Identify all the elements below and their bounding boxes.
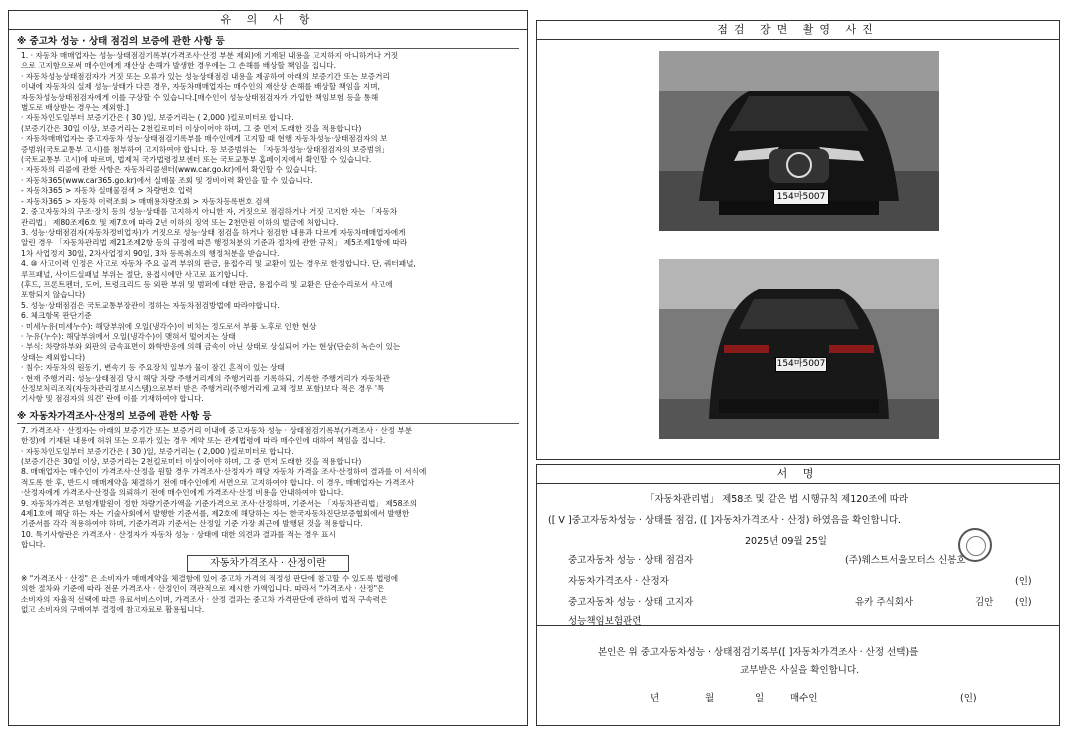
receipt-confirm-line-2: 교부받은 사실을 확인합니다. bbox=[740, 665, 860, 676]
notifier-seal: (인) bbox=[1015, 597, 1032, 608]
legal-basis-line: 「자동차관리법」 제58조 및 같은 법 시행규칙 제120조에 따라 bbox=[645, 494, 909, 505]
rear-license-plate: 154마5007 bbox=[775, 357, 827, 372]
rear-car-photo bbox=[659, 259, 939, 439]
appraisal-guarantee-title: ※ 자동차가격조사·산정의 보증에 관한 사항 등 bbox=[17, 408, 519, 424]
company-seal bbox=[958, 528, 992, 562]
inspection-photos-panel bbox=[536, 20, 1060, 460]
inspector-name: (주)웨스트서울모터스 신봉호 bbox=[845, 555, 966, 566]
rear-car-image bbox=[659, 259, 939, 439]
buyer-seal: (인) bbox=[960, 693, 977, 704]
appraisal-guarantee-text: 7. 가격조사 · 산정자는 아래의 보증기간 또는 보증거리 이내에 중고자동차 성능 · 상태점검기록부(가격조사 · 산정 부분 한정)에 기재된 내용에 허위 또는 오류가 있는 경우 계약 또는 관계법령에 따라 매수인에 대하여 책임을 집니다. · 자동차인도일부터 보증기간은 ( 30 )일, 보증거리는 ( 2,000 )킬로미터로 합니다. (보증기간은 30일 이상, 보증거리는 2천킬로미터 이상이어야 하며, 그 중 먼저 도래한 것을 적용합니다) 8. 매매업자는 매수인이 가격조사·산정을 원할 경우 가격조사·산정자가 해당 자동차 가격을 조사·산정하여 결과를 이 서식에 적도록 한 후, 반드시 매매계약을 체결하기 전에 매수인에게 서면으로 고지하여야 합니다. 이 경우, 매매업자는 가격조사 ·산정자에게 가격조사·산정을 의뢰하기 전에 매수인에게 가격조사·산정 비용을 안내하여야 합니다. 9. 자동차가격은 보험개발원이 정한 차량기준가액을 기준가격으로 조사·산정하며, 기준서는 「자동차관리법」 제58조의 4제1호에 해당 하는 자는 기술사회에서 발행한 기준서를, 제2호에 해당하는 자는 한국자동차진단보증협회에서 발행한 기준서를 각각 적용하여야 하며, 기준가격과 기준서는 산정일 기준 가장 최근에 발행된 것을 적용합니다. 10. 특기사항란은 가격조사 · 산정자가 자동차 성능 · 상태에 대한 의견과 결과를 적는 경우 표시 합니다. bbox=[21, 425, 427, 550]
signature-date: 2025년 09월 25일 bbox=[745, 536, 827, 547]
day-label: 일 bbox=[755, 693, 765, 704]
signature-header: 서 명 bbox=[537, 465, 1059, 484]
confirmation-line: ([ V ]중고자동차성능 · 상태를 점검, ([ ]자동차가격조사 · 산정) 하였음을 확인합니다. bbox=[548, 515, 902, 526]
notice-panel bbox=[8, 10, 528, 726]
photos-header: 점검 장면 촬영 사진 bbox=[537, 21, 1059, 40]
inspector-label: 중고자동차 성능 · 상태 점검자 bbox=[568, 555, 694, 566]
month-label: 월 bbox=[705, 693, 715, 704]
appraiser-seal: (인) bbox=[1015, 576, 1032, 587]
appraiser-label: 자동차가격조사 · 산정자 bbox=[568, 576, 669, 587]
insurance-label: 성능책임보험관련 bbox=[568, 616, 642, 627]
receipt-confirm-line: 본인은 위 중고자동차성능 · 상태점검기록부([ ]자동차가격조사 · 산정 선택)를 bbox=[598, 647, 919, 658]
appraisal-definition-text: ※ "가격조사 · 산정" 은 소비자가 매매계약을 체결함에 있어 중고차 가격의 적정성 판단에 참고할 수 있도록 법령에 의한 절차와 기준에 따라 전문 가격조사 · 산정인이 객관적으로 제시한 가액입니다. 따라서 "가격조사 · 산정"은 소비자의 자율적 선택에 따른 유료서비스이며, 가격조사 · 산정 결과는 중고차 가격판단에 관하여 법적 구속력은 없고 소비자의 구매여부 결정에 참고자료로 활용됩니다. bbox=[21, 573, 399, 614]
notifier-person: 김안 bbox=[975, 597, 994, 608]
front-car-photo bbox=[659, 51, 939, 231]
notifier-company: 유카 주식회사 bbox=[855, 597, 914, 608]
buyer-label: 매수인 bbox=[790, 693, 818, 704]
notifier-label: 중고자동차 성능 · 상태 고지자 bbox=[568, 597, 694, 608]
appraisal-definition-title: 자동차가격조사 · 산정이란 bbox=[187, 555, 349, 572]
inspection-guarantee-title: ※ 중고차 성능 · 상태 점검의 보증에 관한 사항 등 bbox=[17, 33, 519, 49]
notice-header: 유 의 사 항 bbox=[9, 11, 527, 30]
front-license-plate: 154마5007 bbox=[773, 189, 829, 205]
inspection-guarantee-text: 1. · 자동차 매매업자는 성능·상태점검기록부(가격조사·산정 부분 제외)에 기재된 내용을 고지하지 아니하거나 거짓 으로 고지함으로써 매수인에게 재산상 손해가 발생한 경우에는 그 손해를 배상할 책임을 집니다. · 자동차성능상태점검자가 거짓 또는 오류가 있는 성능상태점검 내용을 제공하여 아래의 보증기간 또는 보증거리 이내에 자동차의 실제 성능·상태가 다른 경우, 자동차매매업자는 매수인의 재산상 손해를 배상할 책임을 지며, 자동차성능상태점검자에게 이를 구상할 수 있습니다.[매수인이 성능상태점검자가 가입한 책임보험 등을 통해 별도로 배상받는 경우는 제외함.] · 자동차인도일부터 보증기간은 ( 30 )일, 보증거리는 ( 2,000 )킬로미터로 합니다. (보증기간은 30일 이상, 보증거리는 2천킬로미터 이상이어야 하며, 그 중 먼저 도래한 것을 적용합니다) · 자동차매매업자는 중고자동차 성능·상태점검기록부를 매수인에게 고지할 때 현행 자동차성능·상태점검자의 보 증범위(국토교통부 고시)를 첨부하여 고지하여야 합니다. 등 보증범위는 「자동차성능·상태점검자의 보증범위」 (국토교통부 고시)에 따르며, 법제처 국가법령정보센터 또는 국토교통부 홈페이지에서 확인할 수 있습니다. · 자동차의 리콜에 관한 사항은 자동차리콜센터(www.car.go.kr)에서 확인할 수 있습니다. · 자동차365(www.car365.go.kr)에서 실매물 조회 및 정비이력 확인을 할 수 있습니다. - 자동차365 > 자동차 실매물검색 > 차량번호 입력 - 자동차365 > 자동차 이력조회 > 매매용차량조회 > 자동차등록번호 검색 2. 중고자동차의 구조·장치 등의 성능·상태를 고지하지 아니한 자, 거짓으로 점검하거나 거짓 고지한 자는 「자동차 관리법」 제80조제6호 및 제7호에 따라 2년 이하의 징역 또는 2천만원 이하의 벌금에 처합니다. 3. 성능·상태점검자(자동차정비업자)가 거짓으로 성능·상태 점검을 하거나 점검한 내용과 다르게 자동차매매업자에게 알린 경우 「자동차관리법 제21조제2항 등의 규정에 따른 행정처분의 기준과 절차에 관한 규칙」 제5조제1항에 따라 1차 사업정지 30일, 2차사업정지 90일, 3차 등록취소의 행정처분을 받습니다. 4. ⑩ 사고이력 인정은 사고로 자동차 주요 골격 부위의 판금, 용접수리 및 교환이 있는 경우로 한정합니다. 단, 쿼터패널, 루프패널, 사이드실패널 부위는 절단, 용접시에만 사고로 표기합니다. (후드, 프론트펜더, 도어, 트렁크리드 등 외판 부위 및 범퍼에 대한 판금, 용접수리 및 교환은 단순수리로서 사고에 포함되지 않습니다) 5. 성능·상태점검은 국토교통부장관이 정하는 자동차점검방법에 따라야합니다. 6. 체크항목 판단기준 · 미세누유(미세누수): 해당부위에 오일(냉각수)이 비치는 정도로서 부품 노후로 인한 현상 · 누유(누수): 해당부위에서 오일(냉각수)이 맺혀서 떨어지는 상태 · 부식: 차량하부와 외판의 금속표면이 화학반응에 의해 금속이 아닌 상태로 상실되어 가는 현상(단순히 녹슨이 있는 상태는 제외합니다) · 침수: 자동차의 원동기, 변속기 등 주요장치 일부가 물이 잠긴 흔적이 있는 상태 · 현재 주행거리: 성능·상태점검 당시 해당 차량 주행거리계의 주행거리를 기록하되, 기록한 주행거리가 자동차관 산정보처리조직(자동차관리정보시스템)으로부터 받은 주행거리(주행거리계 교체 정보 포함)보다 적은 경우 '특 기사항 및 점검자의 의견' 란에 이를 기재하여야 합니다. bbox=[21, 51, 416, 404]
year-label: 년 bbox=[650, 693, 660, 704]
